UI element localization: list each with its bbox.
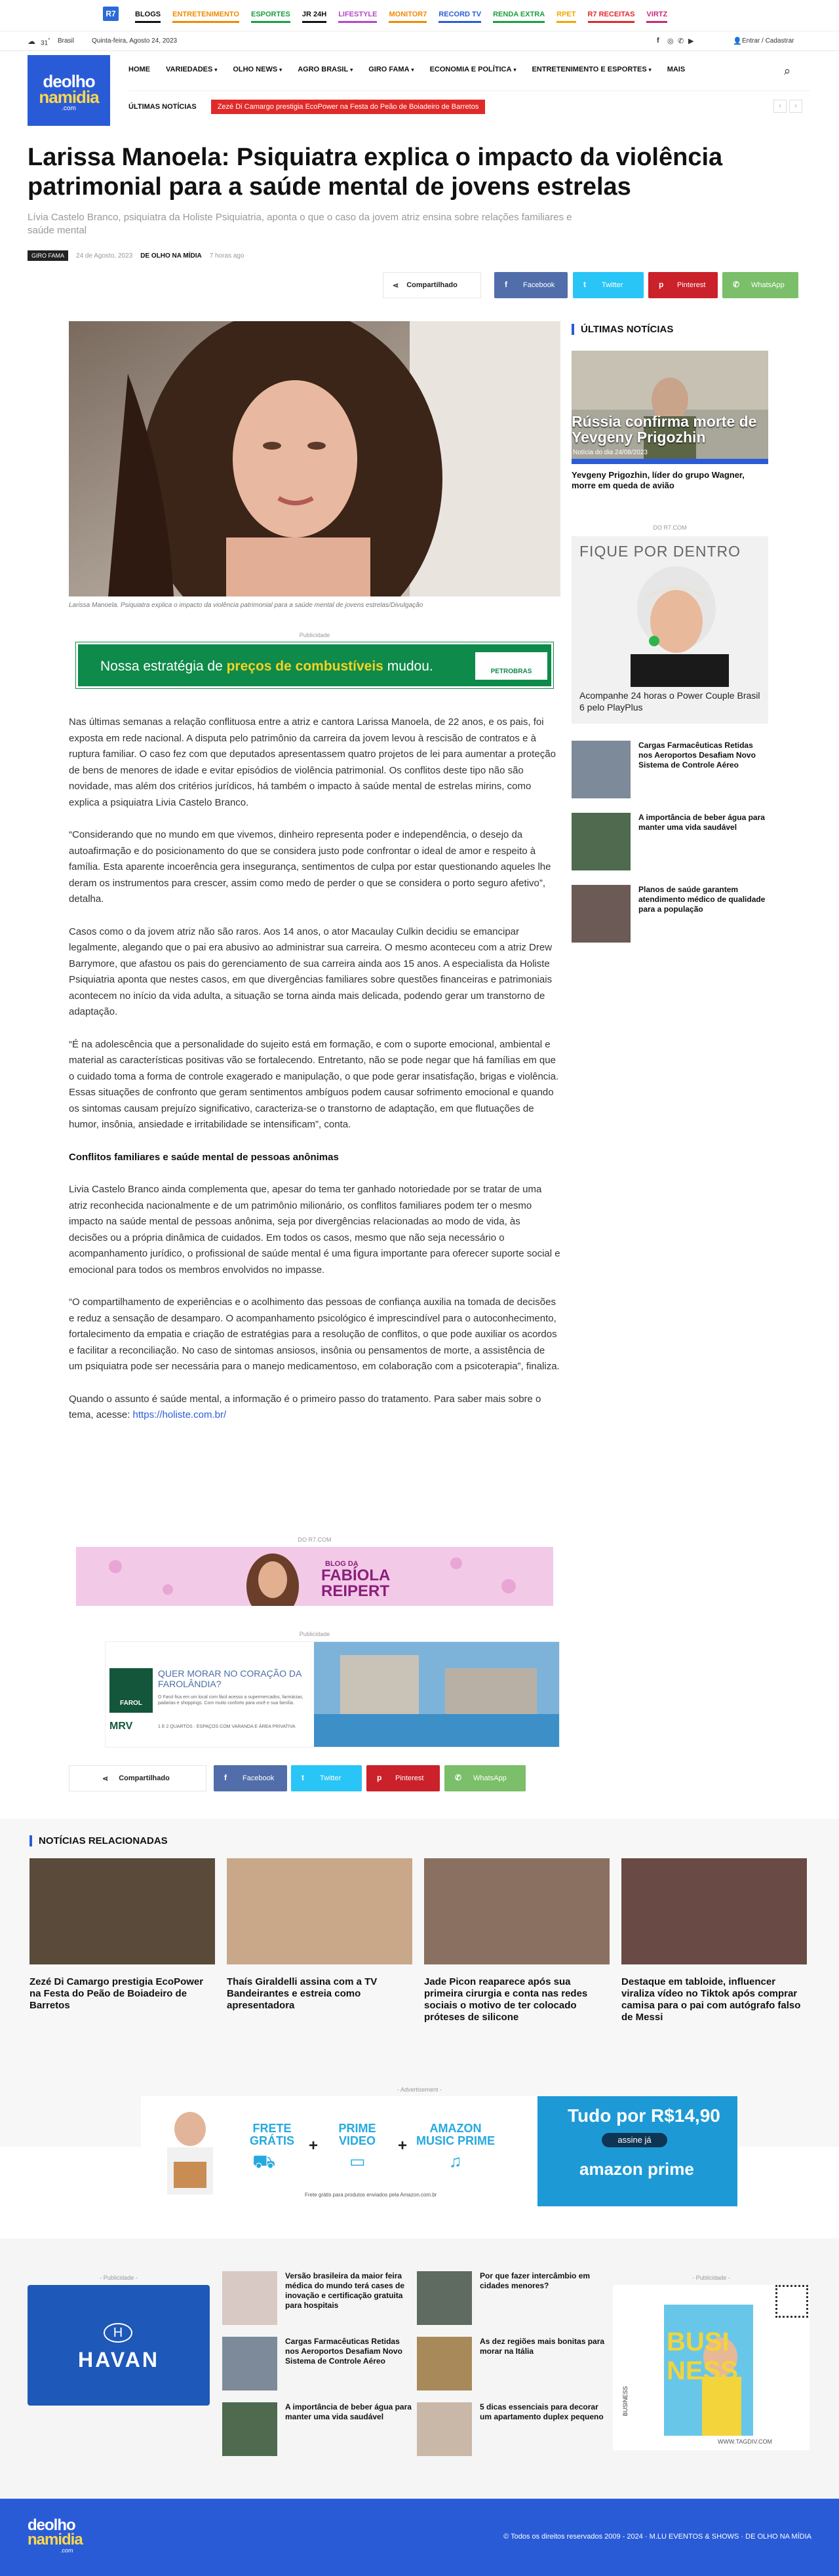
article-paragraph: “É na adolescência que a personalidade do sujeito está em formação, e com o suporte emocional, ambiental e material as características positivas vão se fortalecendo. Entretanto, não se pode negar que há famílias em que o cuidado toma a forma de controle exagerado e manipulação, o que pode gerar insatisfação, brigas e violência. Essas situações de confronto que geram sentimentos ambíguos podem causar sofrimento emocional e quando os sintomas causam prejuízo significativo, caracteriza-se o transtorno de adaptação, em que flutuações de humor, insônia, ansiedade e irritabilidade se intensificam”, conta. xyxy=(69,1038,559,1130)
search-icon[interactable]: ⌕ xyxy=(784,64,791,77)
chevron-down-icon: ▾ xyxy=(648,67,652,73)
benefit-free-shipping: FRETE GRÁTIS xyxy=(249,2122,294,2147)
mrv-ad-photo xyxy=(314,1642,560,1747)
info-bar xyxy=(0,31,839,51)
footer-list-title: A importância de beber água para manter uma vida saudável xyxy=(285,2402,412,2421)
havan-emblem: H xyxy=(104,2323,132,2343)
business-ad[interactable] xyxy=(613,2285,810,2450)
blog-name-last: REIPERT xyxy=(321,1582,390,1600)
logo-line3: .com xyxy=(62,105,76,112)
footer-list-title: 5 dicas essenciais para decorar um apartamento duplex pequeno xyxy=(480,2402,604,2421)
sidebar-list-title: A importância de beber água para manter uma vida saudável xyxy=(638,813,765,832)
business-ad-pattern xyxy=(775,2285,808,2318)
network-link-10[interactable]: VIRTZ xyxy=(646,10,667,23)
share-button-label: WhatsApp xyxy=(473,1774,507,1782)
share-whatsapp-button[interactable] xyxy=(722,272,798,298)
network-link-9[interactable]: R7 RECEITAS xyxy=(588,10,635,23)
business-ad-url: WWW.TAGDIV.COM xyxy=(718,2438,772,2445)
r7-logo[interactable]: R7 xyxy=(103,7,119,21)
mrv-farol-badge: FAROL xyxy=(109,1668,153,1713)
nav-item-label: HOME xyxy=(128,66,150,73)
pinterest-icon: p xyxy=(659,280,664,289)
article-paragraph: Livia Castelo Branco ainda complementa que, apesar do tema ter ganhado notoriedade por se tratar de uma atriz reconhecida nacionalmente e de um patrimônio milionário, os conflitos familiares podem ter o mesmo impacto na saúde mental de pessoas anônima, seja por divergências relacionadas ao modo de vida, às decisões ou a própria dinâmica de cuidados. Em todos os casos, mesmo que não seja necessário o acompanhamento jurídico, o profissional de saúde mental é uma figura importante para oferecer suporte social e emocional para todos os membros envolvidos no impasse. xyxy=(69,1184,560,1276)
mrv-ad-description: O Farol fica em um local com fácil acesso a supermercados, farmácias, padarias e shoppings. Com muito conforto para você e sua família. xyxy=(158,1695,303,1706)
article-meta xyxy=(28,250,244,261)
nav-item-4[interactable] xyxy=(368,66,414,73)
city: Brasil xyxy=(58,37,75,45)
sidebar-featured-title: Rússia confirma morte de Yevgeny Prigozhin xyxy=(572,413,757,446)
plus-symbol-2: + xyxy=(398,2137,408,2155)
related-title: NOTÍCIAS RELACIONADAS xyxy=(29,1835,168,1846)
petrobras-text-highlight: preços de combustíveis xyxy=(226,659,383,674)
login-link[interactable]: Entrar / Cadastrar xyxy=(742,37,794,45)
footer-list-item[interactable] xyxy=(222,2402,412,2456)
havan-ad[interactable] xyxy=(28,2285,210,2406)
share-whatsapp-button[interactable] xyxy=(444,1765,526,1791)
related-title-text: Zezé Di Camargo prestigia EcoPower na Festa do Peão de Boiadeiro de Barretos xyxy=(29,1976,204,2011)
nav-item-5[interactable] xyxy=(430,66,517,73)
chevron-down-icon: ▾ xyxy=(350,67,353,73)
network-link-7[interactable]: RENDA EXTRA xyxy=(493,10,545,23)
related-title-text: Destaque em tabloide, influencer viraliza vídeo no Tiktok após comprar camisa para o pai com autógrafo falso de Messi xyxy=(621,1976,801,2023)
share-facebook-button[interactable] xyxy=(494,272,568,298)
network-link-8[interactable]: RPET xyxy=(556,10,576,23)
ticker-prev-button[interactable]: ‹ xyxy=(773,100,787,113)
amazon-ad-label: - Advertisement - xyxy=(397,2086,442,2093)
ticker xyxy=(128,100,485,114)
footer-pub-label-left: - Publicidade - xyxy=(100,2274,138,2281)
sidebar-list-thumb xyxy=(572,813,631,870)
footer-list-title: Por que fazer intercâmbio em cidades menores? xyxy=(480,2271,591,2290)
petrobras-ad[interactable] xyxy=(76,642,553,688)
mrv-ad-footer: 1 E 2 QUARTOS · ESPAÇOS COM VARANDA E ÁREA PRIVATIVA xyxy=(158,1725,296,1729)
sidebar-featured-bar xyxy=(572,459,768,464)
fique-caption: Acompanhe 24 horas o Power Couple Brasil 6 pelo PlayPlus xyxy=(579,690,760,712)
blog-fabiola-ad[interactable] xyxy=(76,1547,553,1606)
share-label: Compartilhado xyxy=(406,281,458,289)
sidebar-title: ÚLTIMAS NOTÍCIAS xyxy=(572,324,673,335)
related-image xyxy=(227,1858,412,1964)
nav-item-label: VARIEDADES xyxy=(166,66,213,73)
share-icon: ⋖ xyxy=(393,281,399,290)
share-button-label: Facebook xyxy=(523,281,555,289)
related-image xyxy=(424,1858,610,1964)
current-date: Quinta-feira, Agosto 24, 2023 xyxy=(92,37,178,45)
share-pinterest-button[interactable] xyxy=(648,272,718,298)
nav-item-label: ENTRETENIMENTO E ESPORTES xyxy=(532,66,647,73)
ticker-label: ÚLTIMAS NOTÍCIAS xyxy=(128,103,197,111)
sidebar-list-item[interactable] xyxy=(572,813,768,870)
amazon-note: Frete grátis para produtos enviados pela Amazon.com.br xyxy=(305,2192,437,2198)
share-twitter-button[interactable] xyxy=(573,272,644,298)
sidebar-list-title: Planos de saúde garantem atendimento médico de qualidade para a população xyxy=(638,885,766,914)
mrv-ad-title: QUER MORAR NO CORAÇÃO DA FAROLÂNDIA? xyxy=(158,1668,302,1689)
logo-line1: deolho xyxy=(43,71,95,91)
petrobras-text-post: mudou. xyxy=(383,659,433,674)
sidebar-list-item[interactable] xyxy=(572,885,768,943)
facebook-icon: f xyxy=(224,1773,227,1782)
business-ad-line2: NESS xyxy=(667,2356,738,2385)
whatsapp-icon[interactable]: ✆ xyxy=(678,37,684,45)
network-link-2[interactable]: ESPORTES xyxy=(251,10,290,23)
twitter-icon: t xyxy=(302,1773,304,1782)
article-title: Larissa Manoela: Psiquiatra explica o impacto da violência patrimonial para a saúde mental de jovens estrelas xyxy=(28,144,723,201)
tv-icon: ▭ xyxy=(349,2151,366,2171)
blog-label: BLOG DA xyxy=(325,1560,359,1568)
image-caption: Larissa Manoela. Psiquiatra explica o impacto da violência patrimonial para a saúde mental de jovens estrelas/Divulgação xyxy=(69,602,423,609)
share-label-box-bottom xyxy=(69,1765,206,1791)
footer-logo[interactable] xyxy=(28,2518,83,2554)
share-label-box xyxy=(383,272,481,298)
related-item[interactable] xyxy=(424,1858,610,2023)
related-title-text: Thaís Giraldelli assina com a TV Bandeirantes e estreia como apresentadora xyxy=(227,1976,378,2011)
holiste-link[interactable]: https://holiste.com.br/ xyxy=(132,1409,227,1420)
nav-item-2[interactable] xyxy=(233,66,282,73)
ad-label: Publicidade xyxy=(299,632,330,638)
instagram-icon[interactable]: ◎ xyxy=(667,37,674,45)
sidebar-list-thumb xyxy=(572,885,631,943)
twitter-icon: t xyxy=(583,280,586,289)
mrv-ad-label: Publicidade xyxy=(299,1631,330,1637)
article-paragraph: “O compartilhamento de experiências e o acolhimento das pessoas de confiança auxilia na tomada de decisões e reduz a sensação de desamparo. O acompanhamento psicológico é imprescindível para o autoconhecimento, fortalecimento da empatia e criação de estratégias para a resolução de conflitos, o que pode auxiliar os acordos e facilitar a reconciliação. No caso de sintomas ansiosos, insônia ou pensamentos de morte, a assistência de um psiquiatra pode ser necessária para o manejo medicamentoso, em colaboração com a psicoterapia”, finaliza. xyxy=(69,1297,560,1372)
benefit-prime-video: PRIME VIDEO xyxy=(338,2122,376,2147)
nav-item-3[interactable] xyxy=(298,66,353,73)
r7-ad-label: DO R7.COM xyxy=(298,1536,332,1543)
sidebar-list-thumb xyxy=(572,741,631,798)
footer-list-title: Cargas Farmacêuticas Retidas nos Aeroportos Desafiam Novo Sistema de Controle Aéreo xyxy=(285,2337,402,2366)
network-link-4[interactable]: LIFESTYLE xyxy=(338,10,377,23)
footer-list-title: Versão brasileira da maior feira médica do mundo terá cases de inovação e certificação gratuita para hospitais xyxy=(285,2271,405,2310)
blog-name-first: FABÍOLA xyxy=(321,1567,391,1584)
footer-list-item[interactable] xyxy=(417,2271,607,2325)
amazon-cta-button[interactable]: assine já xyxy=(602,2133,667,2147)
network-links xyxy=(135,10,667,23)
chevron-down-icon: ▾ xyxy=(513,67,517,73)
related-image xyxy=(29,1858,215,1964)
mrv-ad[interactable] xyxy=(105,1641,560,1747)
footer-list-item[interactable] xyxy=(222,2271,412,2325)
nav-item-label: ECONOMIA E POLÍTICA xyxy=(429,66,512,73)
nav-item-label: GIRO FAMA xyxy=(368,66,410,73)
sidebar-featured-image[interactable] xyxy=(572,351,768,462)
sidebar-featured-sub: Notícia do dia 24/08/2023 xyxy=(573,449,648,456)
footer-logo-line3: .com xyxy=(60,2547,73,2554)
havan-logo: HAVAN xyxy=(77,2348,160,2371)
network-bar xyxy=(0,0,839,31)
share-button-label: Twitter xyxy=(602,281,623,289)
nav-item-7[interactable] xyxy=(667,66,686,73)
business-ad-side: BUSINESS xyxy=(622,2386,629,2416)
pinterest-icon: p xyxy=(377,1773,382,1782)
share-button-label: Pinterest xyxy=(395,1774,424,1782)
truck-icon: ⛟ xyxy=(252,2151,276,2172)
share-button-label: Twitter xyxy=(320,1774,341,1782)
plus-symbol-1: + xyxy=(309,2137,319,2155)
article-paragraph: “Considerando que no mundo em que vivemos, dinheiro representa poder e independência, o desejo da autoafirmação e do posicionamento do que se considera justo pode confrontar o ideal de amor e respeito à família. Esta aparente incoerência gera insegurança, sentimentos de culpa por estar questionando aqueles lhe deram os instrumentos para crescer, assim como medo de perder o que se considera o porto seguro afetivo”, detalha. xyxy=(69,829,551,905)
petrobras-text-pre: Nossa estratégia de xyxy=(100,659,227,674)
facebook-icon: f xyxy=(505,280,507,289)
article-main-image xyxy=(69,321,560,596)
footer-list-thumb xyxy=(417,2337,472,2391)
nav-item-1[interactable] xyxy=(166,66,217,73)
footer-logo-line1: deolho xyxy=(28,2516,75,2534)
amazon-price-panel xyxy=(537,2096,737,2206)
footer-list-item[interactable] xyxy=(222,2337,412,2391)
network-link-3[interactable]: JR 24H xyxy=(302,10,326,23)
article-subheading: Conflitos familiares e saúde mental de pessoas anônimas xyxy=(69,1151,339,1163)
ticker-headline[interactable]: Zezé Di Camargo prestigia EcoPower na Festa do Peão de Boiadeiro de Barretos xyxy=(211,100,486,114)
article-paragraph: Nas últimas semanas a relação conflituosa entre a atriz e cantora Larissa Manoela, de 22 anos, e os pais, foi exposta em rede nacional. A disputa pelo patrimônio da carreira da jovem levou à rescisão de contratos e à ruptura familiar. O caso fez com que deputados apresentassem quatro projetos de lei para aumentar a proteção de bens de menores de idade e evitar episódios de violência patrimonial. Os conflitos deste tipo não são novidade, mas além dos critérios jurídicos, há também o impacto à saúde mental de estrelas mirins, como explica a psiquiatra Livia Castelo Branco. xyxy=(69,716,556,808)
amazon-price: Tudo por R$14,90 xyxy=(568,2105,720,2126)
article-paragraph-last xyxy=(69,1392,560,1424)
amazon-prime-ad[interactable] xyxy=(141,2096,737,2206)
last-paragraph-text: Quando o assunto é saúde mental, a informação é o primeiro passo do tratamento. Para saber mais sobre o tema, acesse: xyxy=(69,1393,541,1420)
main-nav xyxy=(128,66,685,73)
share-facebook-button[interactable] xyxy=(214,1765,287,1791)
article-body xyxy=(69,714,560,1440)
share-button-label: Facebook xyxy=(243,1774,275,1782)
nav-item-0[interactable] xyxy=(128,66,150,73)
benefit-music-prime: AMAZON MUSIC PRIME xyxy=(416,2122,495,2147)
share-twitter-button[interactable] xyxy=(291,1765,362,1791)
footer xyxy=(0,2499,839,2576)
footer-list-item[interactable] xyxy=(417,2402,607,2456)
network-link-1[interactable]: ENTRETENIMENTO xyxy=(172,10,239,23)
fique-title: FIQUE POR DENTRO xyxy=(579,543,741,560)
related-image xyxy=(621,1858,807,1964)
share-button-label: WhatsApp xyxy=(751,281,785,289)
article-paragraph: Casos como o da jovem atriz não são raros. Aos 14 anos, o ator Macaulay Culkin decidiu se emancipar legalmente, alegando que o pai era abusivo ao administrar sua carreira. O mesmo aconteceu com a atriz Drew Barrymore, que afastou os pais do gerenciamento de sua carreira ainda aos 15 anos. A especialista da Holiste Psiquiatria aponta que nestes casos, em que divergências familiares sobre questões financeiras e patrimoniais acontecem no início da vida adulta, a situação se torna ainda mais delicada, podendo gerar um transtorno de adaptação. xyxy=(69,926,553,1017)
article-subtitle: Lívia Castelo Branco, psiquiatra da Holiste Psiquiatria, aponta o que o caso da jovem atriz ensina sobre relações familiares e saúde mental xyxy=(28,212,572,236)
network-link-6[interactable]: RECORD TV xyxy=(439,10,481,23)
related-item[interactable] xyxy=(621,1858,807,2023)
footer-logo-line2: namidia xyxy=(28,2531,83,2548)
footer-list-thumb xyxy=(417,2402,472,2456)
petrobras-logo: PETROBRAS xyxy=(475,652,547,680)
music-icon: ♫ xyxy=(449,2151,462,2171)
footer-list-thumb xyxy=(222,2337,277,2391)
site-logo[interactable] xyxy=(28,55,110,126)
related-title-text: Jade Picon reaparece após sua primeira cirurgia e conta nas redes sociais o motivo de ter colocado próteses de silicone xyxy=(424,1976,588,2023)
article-time-ago: 7 horas ago xyxy=(209,252,244,260)
weather-icon: ☁ xyxy=(28,37,35,46)
nav-item-6[interactable] xyxy=(532,66,651,73)
mrv-logo: MRV xyxy=(109,1721,133,1732)
footer-list-thumb xyxy=(222,2271,277,2325)
share-pinterest-button[interactable] xyxy=(366,1765,440,1791)
article-author[interactable]: DE OLHO NA MÍDIA xyxy=(140,252,202,260)
chevron-down-icon: ▾ xyxy=(411,67,414,73)
logo-line2: namidia xyxy=(39,87,99,107)
footer-list-thumb xyxy=(417,2271,472,2325)
amazon-prime-logo: amazon prime xyxy=(579,2159,694,2179)
nav-item-label: AGRO BRASIL xyxy=(298,66,349,73)
nav-item-label: OLHO NEWS xyxy=(233,66,278,73)
related-item[interactable] xyxy=(29,1858,215,2012)
footer-pub-label-right: - Publicidade - xyxy=(692,2274,730,2281)
nav-item-label: MAIS xyxy=(667,66,686,73)
whatsapp-icon: ✆ xyxy=(733,280,740,289)
ticker-next-button[interactable]: › xyxy=(789,100,802,113)
whatsapp-icon: ✆ xyxy=(455,1773,462,1782)
share-button-label: Pinterest xyxy=(677,281,706,289)
nav-divider xyxy=(128,90,810,91)
degree-symbol: ° xyxy=(48,37,50,43)
category-badge[interactable]: GIRO FAMA xyxy=(28,250,68,261)
sidebar-fique-ad[interactable] xyxy=(572,536,768,724)
footer-list-item[interactable] xyxy=(417,2337,607,2391)
user-icon[interactable]: 👤 xyxy=(733,37,742,45)
youtube-icon[interactable]: ▶ xyxy=(688,37,694,45)
chevron-down-icon: ▾ xyxy=(279,67,283,73)
related-item[interactable] xyxy=(227,1858,412,2012)
chevron-down-icon: ▾ xyxy=(214,67,218,73)
share-icon-bottom: ⋖ xyxy=(102,1774,109,1783)
business-ad-line1: BUSI xyxy=(667,2328,730,2356)
sidebar-ad-label: DO R7.COM xyxy=(653,524,687,531)
temperature-value: 31 xyxy=(41,39,49,47)
share-label-bottom: Compartilhado xyxy=(119,1774,170,1782)
temperature xyxy=(41,37,50,47)
sidebar-featured-caption[interactable]: Yevgeny Prigozhin, líder do grupo Wagner, morre em queda de avião xyxy=(572,470,745,490)
network-link-5[interactable]: MONITOR7 xyxy=(389,10,427,23)
petrobras-ad-text xyxy=(100,659,433,674)
footer-copyright: © Todos os direitos reservados 2009 - 2024 · M.LU EVENTOS & SHOWS · DE OLHO NA MÍDIA xyxy=(503,2533,811,2541)
footer-list-title: As dez regiões mais bonitas para morar na Itália xyxy=(480,2337,605,2356)
footer-list-thumb xyxy=(222,2402,277,2456)
article-date: 24 de Agosto, 2023 xyxy=(76,252,133,260)
sidebar-list-title: Cargas Farmacêuticas Retidas nos Aeroportos Desafiam Novo Sistema de Controle Aéreo xyxy=(638,741,756,770)
sidebar-list-item[interactable] xyxy=(572,741,768,798)
facebook-icon[interactable]: f xyxy=(657,37,659,45)
network-link-0[interactable]: BLOGS xyxy=(135,10,161,23)
